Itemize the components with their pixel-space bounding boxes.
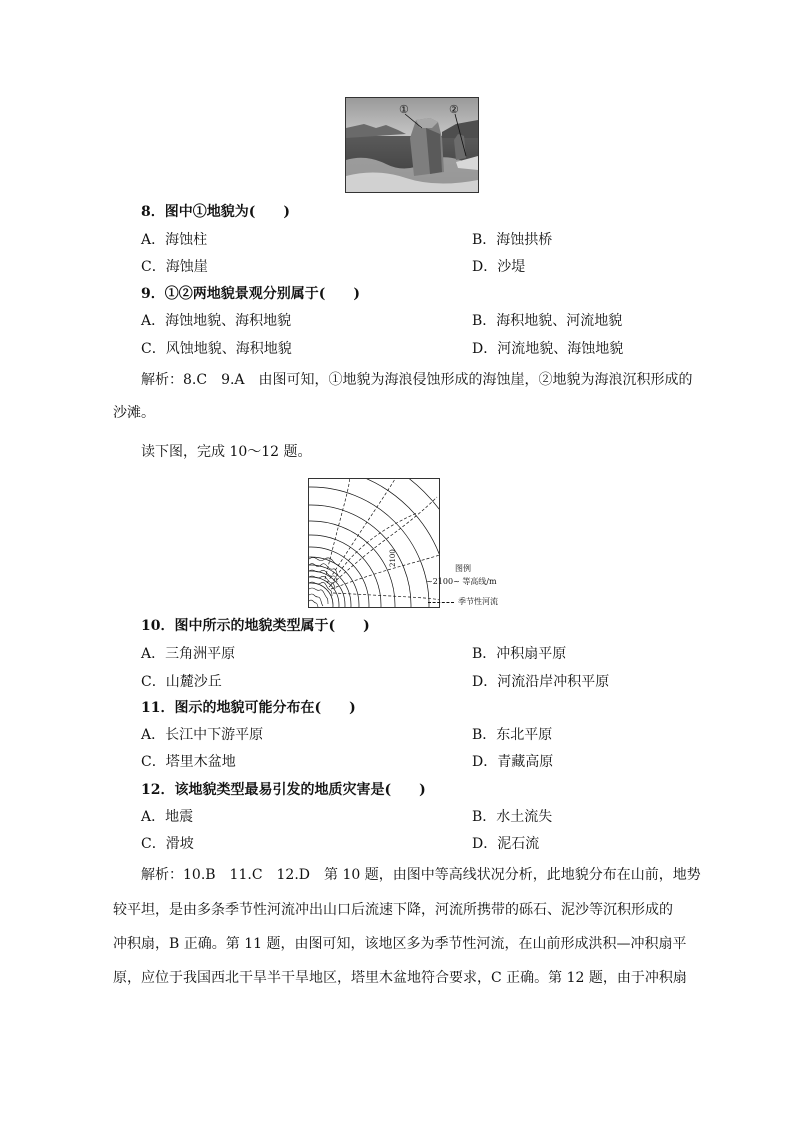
legend-river-symbol <box>428 602 454 603</box>
legend-river-row <box>428 597 498 607</box>
q11-option-c: C．塔里木盆地 <box>141 754 236 770</box>
legend-contour-text: 等高线/m <box>462 577 497 586</box>
q10-option-a: A．三角洲平原 <box>141 646 236 662</box>
q8-option-b: B．海蚀拱桥 <box>472 232 553 248</box>
marker-2: ② <box>449 103 459 116</box>
q9-option-a: A．海蚀地貌、海积地貌 <box>141 313 292 329</box>
q12-option-b: B．水土流失 <box>472 809 553 825</box>
contour-value-label: 2100 <box>389 549 397 567</box>
q12-option-a: A．地震 <box>141 809 194 825</box>
question-9-stem: 9．①②两地貌景观分别属于( ) <box>141 286 360 302</box>
analysis-2-line-4: 原，应位于我国西北干旱半干旱地区，塔里木盆地符合要求，C 正确。第 12 题，由于冲积扇 <box>113 970 687 986</box>
q11-option-d: D．青藏高原 <box>472 754 554 770</box>
marker-1: ① <box>399 103 409 116</box>
analysis-2-line-1: 解析：10.B 11.C 12.D 第 10 题，由图中等高线状况分析，此地貌分布在山前，地势 <box>141 867 701 883</box>
analysis-1-line-1: 解析：8.C 9.A 由图可知，①地貌为海浪侵蚀形成的海蚀崖，②地貌为海浪沉积形成的 <box>141 372 693 388</box>
question-12-stem: 12．该地貌类型最易引发的地质灾害是( ) <box>141 782 426 798</box>
q11-option-b: B．东北平原 <box>472 727 553 743</box>
analysis-1-line-2: 沙滩。 <box>113 405 155 421</box>
q9-option-c: C．风蚀地貌、海积地貌 <box>141 341 292 357</box>
q10-option-c: C．山麓沙丘 <box>141 674 222 690</box>
legend-title: 图例 <box>455 564 471 573</box>
question-11-stem: 11．图示的地貌可能分布在( ) <box>141 700 356 716</box>
analysis-2-line-2: 较平坦，是由多条季节性河流冲出山口后流速下降，河流所携带的砾石、泥沙等沉积形成的 <box>113 902 673 918</box>
q9-option-d: D．河流地貌、海蚀地貌 <box>472 341 624 357</box>
q8-option-d: D．沙堤 <box>472 259 526 275</box>
q11-option-a: A．长江中下游平原 <box>141 727 264 743</box>
q8-option-a: A．海蚀柱 <box>141 232 208 248</box>
reading-instruction: 读下图，完成 10～12 题。 <box>141 444 312 460</box>
q10-option-d: D．河流沿岸冲积平原 <box>472 674 610 690</box>
contour-map-svg <box>309 479 439 607</box>
legend-river-text: 季节性河流 <box>458 597 498 606</box>
q10-option-b: B．冲积扇平原 <box>472 646 567 662</box>
analysis-2-line-3: 冲积扇，B 正确。第 11 题，由图可知，该地区多为季节性河流，在山前形成洪积—冲积扇平 <box>113 936 687 952</box>
legend-contour-row <box>426 577 497 587</box>
coastal-photo-svg <box>346 98 478 192</box>
q8-option-c: C．海蚀崖 <box>141 259 208 275</box>
legend-contour-value: 2100 <box>432 577 454 586</box>
q12-option-d: D．泥石流 <box>472 836 540 852</box>
question-10-stem: 10．图中所示的地貌类型属于( ) <box>141 618 370 634</box>
alluvial-fan-contour-map <box>308 478 440 608</box>
q9-option-b: B．海积地貌、河流地貌 <box>472 313 623 329</box>
q12-option-c: C．滑坡 <box>141 836 194 852</box>
coastal-landform-photo <box>345 97 479 193</box>
legend-contour-symbol-tail: ~ <box>453 577 463 586</box>
question-8-stem: 8．图中①地貌为( ) <box>141 204 290 220</box>
legend-contour-symbol: ~ <box>426 577 433 586</box>
